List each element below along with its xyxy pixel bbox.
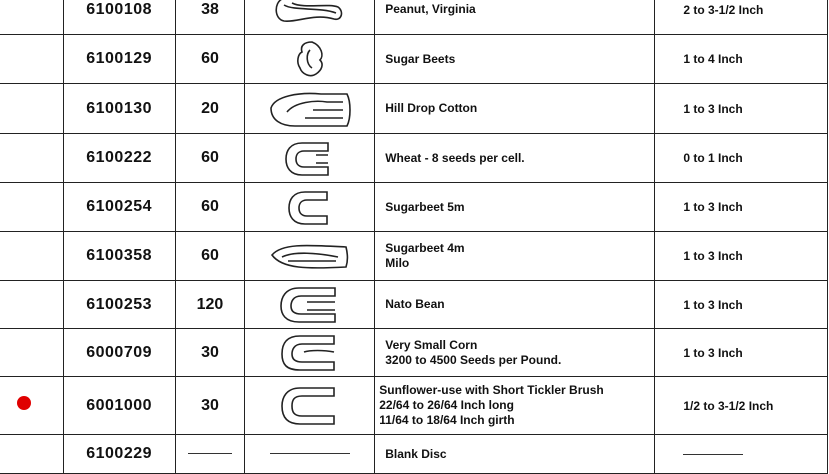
disc-shape-dash <box>245 435 375 474</box>
description: Sugarbeet 4m Milo <box>375 232 655 281</box>
nato-bean-icon <box>245 281 375 329</box>
part-number: 6100254 <box>63 183 175 232</box>
table-row <box>0 377 828 435</box>
cell-count: 60 <box>175 35 245 84</box>
cell-count: 20 <box>175 84 245 134</box>
description: Blank Disc <box>375 435 655 474</box>
cell-count: 120 <box>175 281 245 329</box>
sugar-beet-icon <box>245 35 375 84</box>
description: Peanut, Virginia <box>375 0 655 35</box>
marker-cell <box>0 377 63 435</box>
table-row <box>0 35 828 84</box>
cell-count: 60 <box>175 232 245 281</box>
planting-range: 0 to 1 Inch <box>655 134 828 183</box>
part-number: 6100129 <box>63 35 175 84</box>
planting-range: 1 to 3 Inch <box>655 183 828 232</box>
part-number: 6100108 <box>63 0 175 35</box>
part-number: 6001000 <box>63 377 175 435</box>
cell-count: 30 <box>175 329 245 377</box>
sunflower-icon <box>245 377 375 435</box>
wheat-icon <box>245 134 375 183</box>
sugarbeet-4m-icon <box>245 232 375 281</box>
table-row <box>0 0 828 35</box>
planting-range: 1/2 to 3-1/2 Inch <box>655 377 828 435</box>
marker-cell <box>0 435 63 474</box>
description: Sunflower-use with Short Tickler Brush 22/64 to 26/64 Inch long 11/64 to 18/64 Inch girth <box>375 377 655 435</box>
description: Sugar Beets <box>375 35 655 84</box>
description: Hill Drop Cotton <box>375 84 655 134</box>
peanut-icon <box>245 0 375 35</box>
marker-cell <box>0 84 63 134</box>
cell-count: 30 <box>175 377 245 435</box>
marker-cell <box>0 134 63 183</box>
description: Nato Bean <box>375 281 655 329</box>
part-number: 6100130 <box>63 84 175 134</box>
table-row <box>0 329 828 377</box>
planting-range-dash <box>655 435 828 474</box>
marker-cell <box>0 232 63 281</box>
description: Sugarbeet 5m <box>375 183 655 232</box>
table-row <box>0 232 828 281</box>
planting-range: 1 to 3 Inch <box>655 84 828 134</box>
part-number: 6100229 <box>63 435 175 474</box>
table-row <box>0 281 828 329</box>
planting-range: 1 to 4 Inch <box>655 35 828 84</box>
sugarbeet-5m-icon <box>245 183 375 232</box>
planting-range: 1 to 3 Inch <box>655 329 828 377</box>
table-row <box>0 183 828 232</box>
marker-cell <box>0 0 63 35</box>
description: Very Small Corn 3200 to 4500 Seeds per Pound. <box>375 329 655 377</box>
table-row <box>0 134 828 183</box>
marker-cell <box>0 183 63 232</box>
planting-range: 1 to 3 Inch <box>655 281 828 329</box>
planting-range: 1 to 3 Inch <box>655 232 828 281</box>
marker-cell <box>0 281 63 329</box>
table-row <box>0 435 828 474</box>
description: Wheat - 8 seeds per cell. <box>375 134 655 183</box>
cell-count: 60 <box>175 134 245 183</box>
selected-row-marker <box>17 396 31 410</box>
marker-cell <box>0 35 63 84</box>
small-corn-icon <box>245 329 375 377</box>
cell-count: 38 <box>175 0 245 35</box>
table-row <box>0 84 828 134</box>
part-number: 6100253 <box>63 281 175 329</box>
part-number: 6100358 <box>63 232 175 281</box>
planting-range: 2 to 3-1/2 Inch <box>655 0 828 35</box>
cell-count-dash <box>175 435 245 474</box>
part-number: 6100222 <box>63 134 175 183</box>
part-number: 6000709 <box>63 329 175 377</box>
marker-cell <box>0 329 63 377</box>
hill-drop-icon <box>245 84 375 134</box>
cell-count: 60 <box>175 183 245 232</box>
